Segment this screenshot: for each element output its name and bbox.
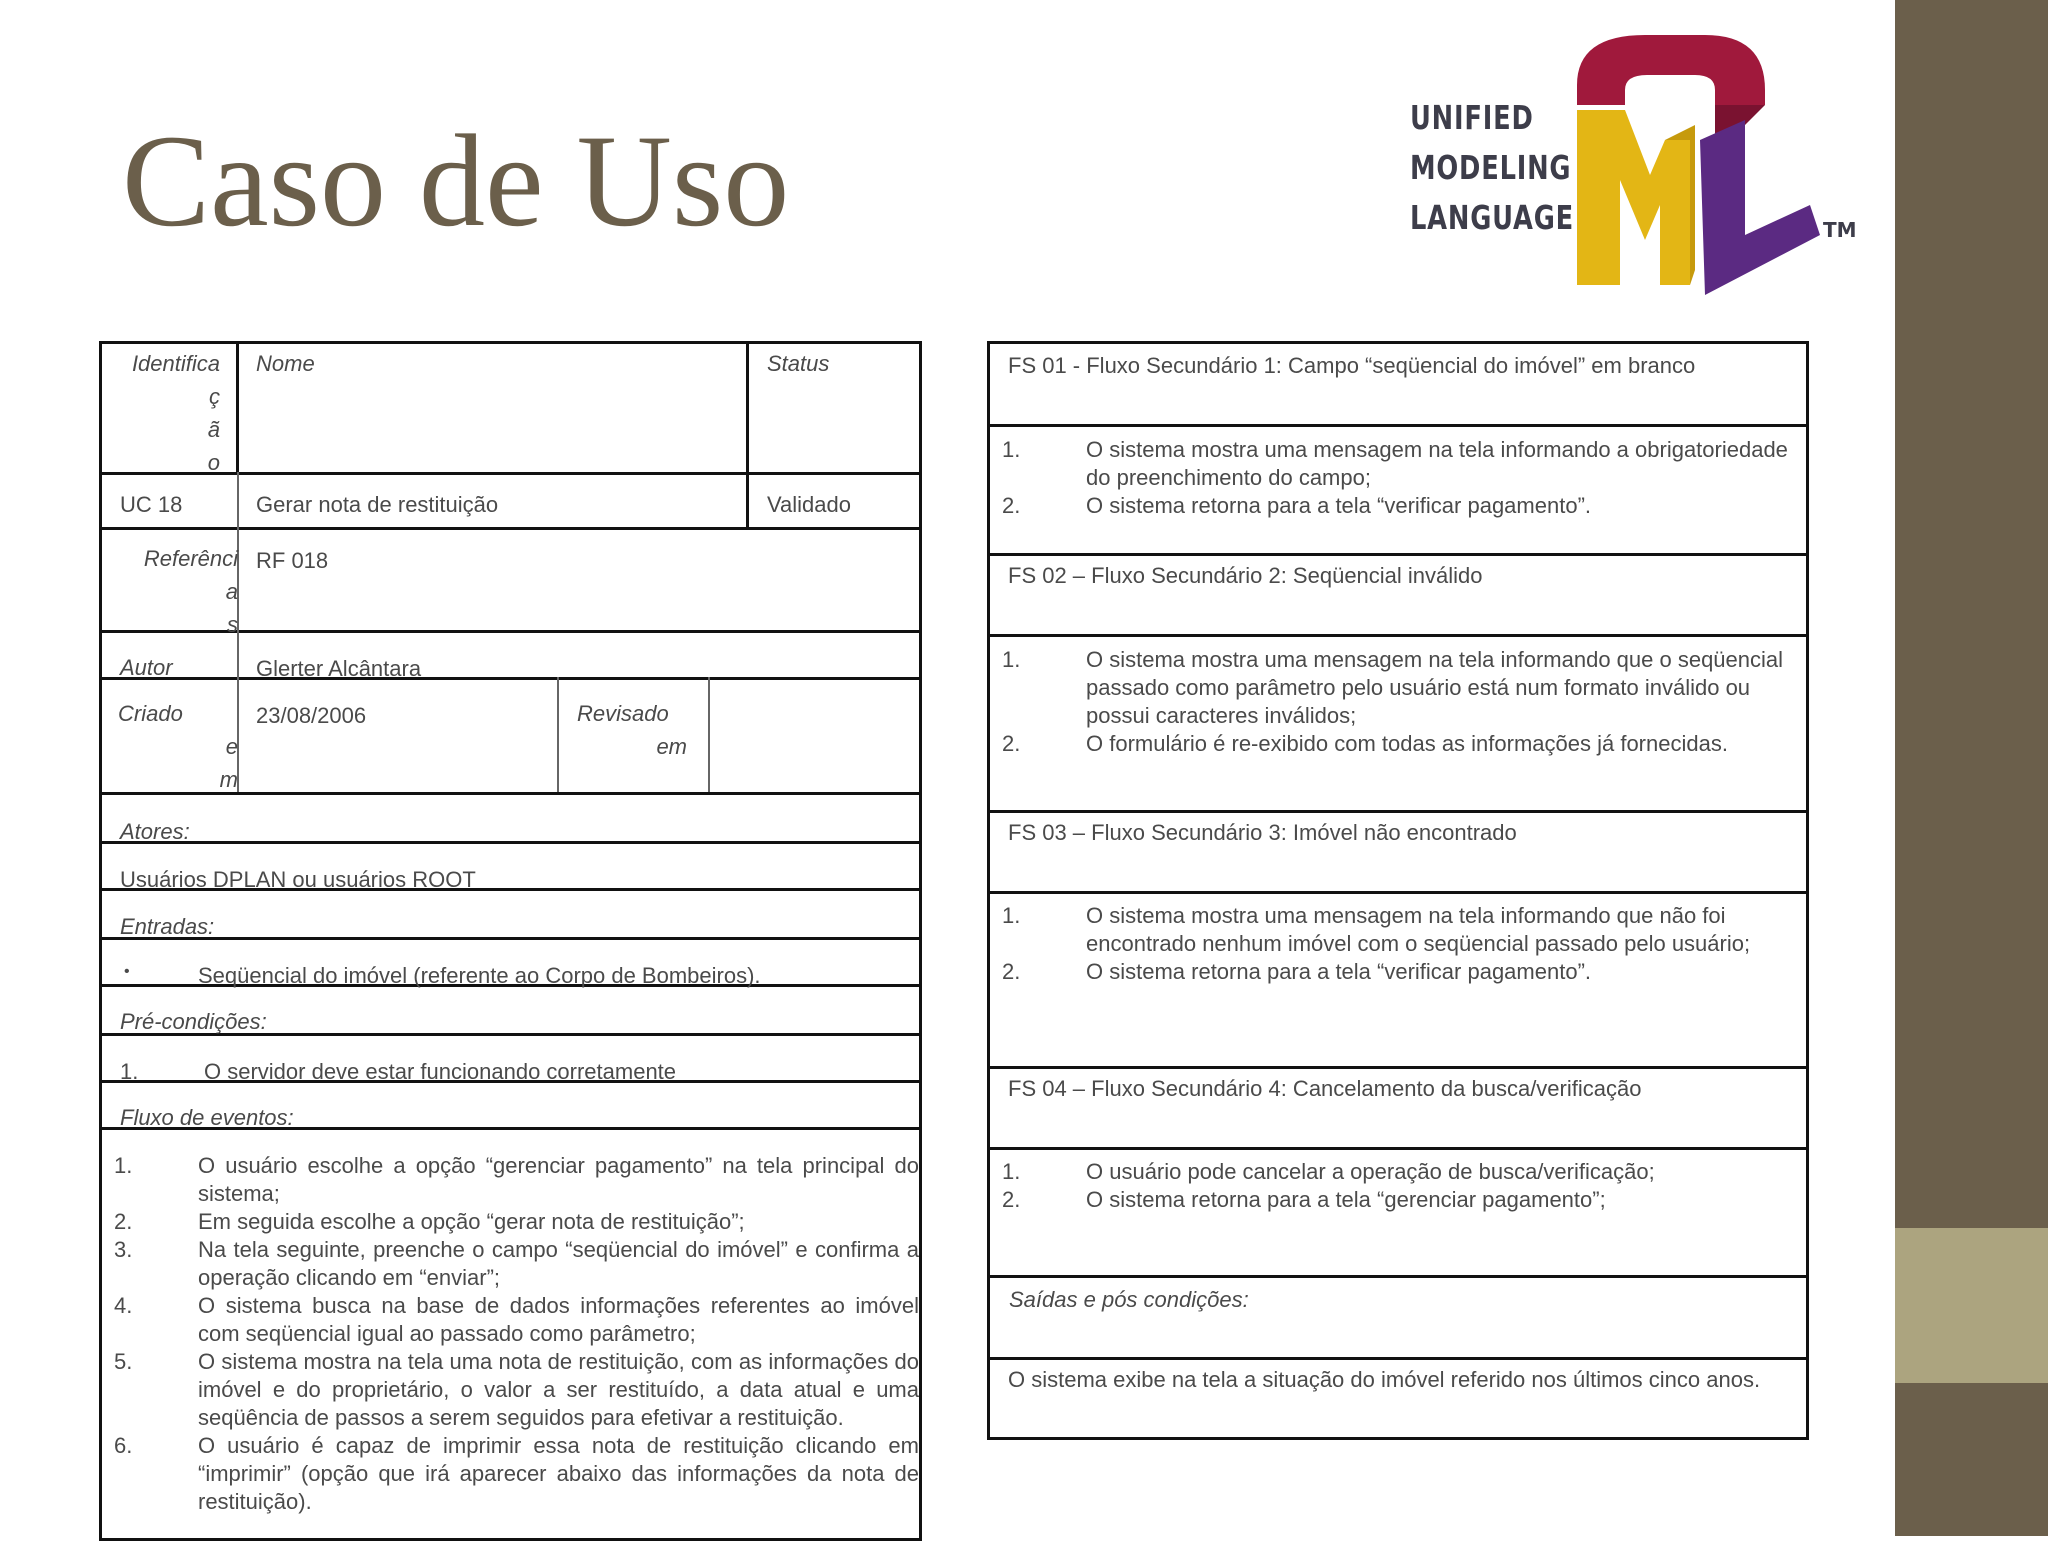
logo-line-unified: UNIFIED xyxy=(1410,98,1534,137)
sidebar-decoration-accent xyxy=(1895,1228,2048,1383)
list-item: 2. Em seguida escolhe a opção “gerar nota de restituição”; xyxy=(114,1209,745,1234)
list-item: 3. Na tela seguinte, preenche o campo “seqüencial do imóvel” e confirma a operação clicando em “enviar”; xyxy=(114,1237,919,1290)
saidas-label: Saídas e pós condições: xyxy=(1009,1287,1249,1312)
precondicoes-num: 1. xyxy=(120,1059,139,1084)
uml-logo-mark-icon xyxy=(1555,30,1830,300)
header-nome: Nome xyxy=(256,351,315,376)
table-column-divider xyxy=(557,677,559,792)
table-divider xyxy=(987,1147,1809,1150)
slide-title: Caso de Uso xyxy=(122,107,790,254)
uc-status: Validado xyxy=(767,492,851,517)
table-column-divider xyxy=(236,341,239,472)
list-item: 6. O usuário é capaz de imprimir essa nota de restituição clicando em “imprimir” (opção que irá aparecer abaixo das informações da nota de restituição). xyxy=(114,1433,919,1514)
referencias-value: RF 018 xyxy=(256,548,329,573)
fs02-title: FS 02 – Fluxo Secundário 2: Seqüencial inválido xyxy=(1008,563,1483,588)
list-item: 2. O formulário é re-exibido com todas as informações já fornecidas. xyxy=(1002,731,1728,756)
header-identificacao: Identifica ç ã o xyxy=(131,351,220,475)
table-column-divider xyxy=(708,677,710,792)
list-item: 2. O sistema retorna para a tela “verificar pagamento”. xyxy=(1002,493,1592,518)
precondicoes-value: O servidor deve estar funcionando corretamente xyxy=(204,1059,677,1084)
fs04-title: FS 04 – Fluxo Secundário 4: Cancelamento da busca/verificação xyxy=(1008,1076,1642,1101)
precondicoes-label: Pré-condições: xyxy=(120,1009,267,1034)
list-item: 1. O sistema mostra uma mensagem na tela informando que não foi encontrado nenhum imóvel com o seqüencial passado pelo usuário; xyxy=(1002,903,1751,956)
table-divider xyxy=(987,810,1809,813)
fluxo-list xyxy=(114,1152,919,1516)
fs01-list xyxy=(1002,436,1802,520)
table-divider xyxy=(987,634,1809,637)
fs03-list xyxy=(1002,902,1802,986)
uml-logo xyxy=(1405,30,1865,300)
table-divider xyxy=(987,424,1809,427)
list-item: 4. O sistema busca na base de dados informações referentes ao imóvel com seqüencial igual ao passado como parâmetro; xyxy=(114,1293,919,1346)
table-column-divider xyxy=(746,341,749,527)
table-divider xyxy=(99,841,922,844)
uc-id: UC 18 xyxy=(120,492,183,517)
header-status: Status xyxy=(767,351,830,376)
fs01-title: FS 01 - Fluxo Secundário 1: Campo “seqüencial do imóvel” em branco xyxy=(1008,353,1696,378)
fs03-title: FS 03 – Fluxo Secundário 3: Imóvel não encontrado xyxy=(1008,820,1517,845)
list-item: 1. O usuário pode cancelar a operação de busca/verificação; xyxy=(1002,1159,1655,1184)
entradas-bullet: • xyxy=(124,963,130,980)
autor-label: Autor xyxy=(120,655,173,680)
list-item: 1. O sistema mostra uma mensagem na tela informando que o seqüencial passado como parâmetro pelo usuário está num formato inválido ou possui caracteres inválidos; xyxy=(1002,647,1784,728)
table-divider xyxy=(987,1275,1809,1278)
saidas-value: O sistema exibe na tela a situação do imóvel referido nos últimos cinco anos. xyxy=(1008,1367,1761,1392)
atores-value: Usuários DPLAN ou usuários ROOT xyxy=(120,867,476,892)
revisado-label: Revisado em xyxy=(577,701,687,759)
logo-trademark: TM xyxy=(1823,218,1857,242)
criado-label: Criado e m xyxy=(118,701,238,792)
table-divider xyxy=(987,553,1809,556)
entradas-value: Seqüencial do imóvel (referente ao Corpo de Bombeiros). xyxy=(198,963,761,988)
uc-name: Gerar nota de restituição xyxy=(256,492,499,517)
entradas-label: Entradas: xyxy=(120,914,215,939)
sidebar-decoration-top xyxy=(1895,0,2048,1228)
fluxo-label: Fluxo de eventos: xyxy=(120,1105,294,1130)
logo-line-language: LANGUAGE xyxy=(1410,198,1574,237)
fs04-list xyxy=(1002,1158,1802,1214)
criado-value: 23/08/2006 xyxy=(256,703,367,728)
atores-label: Atores: xyxy=(120,819,190,844)
table-divider xyxy=(99,472,922,475)
list-item: 2. O sistema retorna para a tela “gerenciar pagamento”; xyxy=(1002,1187,1606,1212)
sidebar-decoration-bottom xyxy=(1895,1383,2048,1536)
list-item: 2. O sistema retorna para a tela “verificar pagamento”. xyxy=(1002,959,1592,984)
table-divider xyxy=(987,1357,1809,1360)
table-divider xyxy=(987,1066,1809,1069)
logo-line-modeling: MODELING xyxy=(1410,148,1572,187)
table-divider xyxy=(99,677,922,680)
autor-value: Glerter Alcântara xyxy=(256,656,422,681)
referencias-label: Referênci a s xyxy=(143,546,238,637)
list-item: 1. O usuário escolhe a opção “gerenciar pagamento” na tela principal do sistema; xyxy=(114,1153,919,1206)
list-item: 1. O sistema mostra uma mensagem na tela informando a obrigatoriedade do preenchimento do campo; xyxy=(1002,437,1788,490)
table-divider xyxy=(987,891,1809,894)
table-divider xyxy=(99,527,922,530)
list-item: 5. O sistema mostra na tela uma nota de restituição, com as informações do imóvel e do proprietário, o valor a ser restituído, a data atual e uma seqüência de passos a serem seguidos para efetivar a restituição. xyxy=(114,1349,919,1430)
fs02-list xyxy=(1002,646,1802,758)
table-divider xyxy=(99,937,922,940)
